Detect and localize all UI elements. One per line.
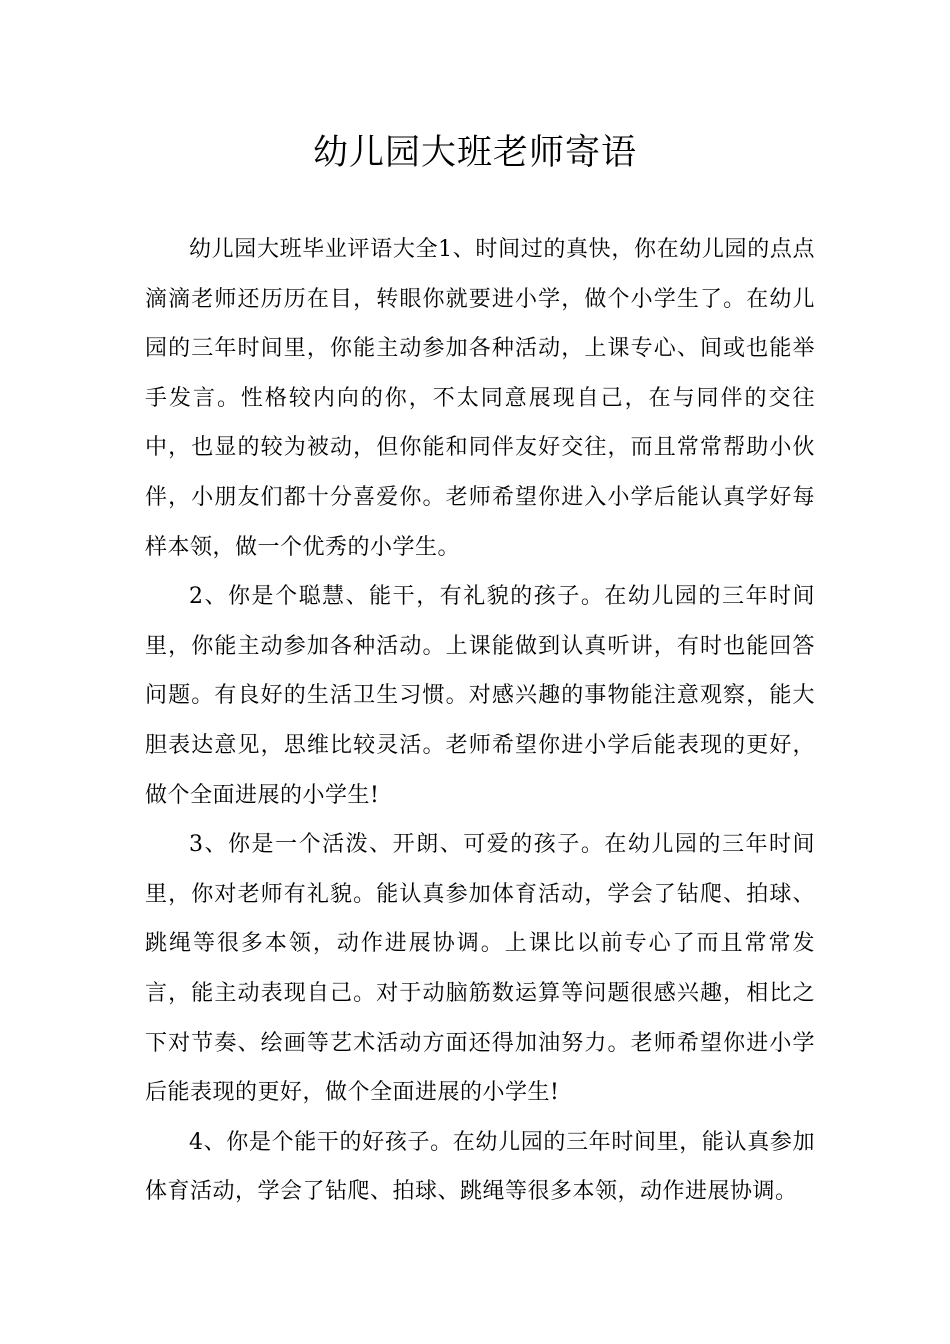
paragraph-2: 2、你是个聪慧、能干，有礼貌的孩子。在幼儿园的三年时间里，你能主动参加各种活动。上课能做到认真听讲，有时也能回答问题。有良好的生活卫生习惯。对感兴趣的事物能注意观察，能大胆表达意见，思维比较灵活。老师希望你进小学后能表现的更好，做个全面进展的小学生!	[145, 584, 815, 808]
document-body	[145, 225, 815, 1217]
document-title: 幼儿园大班老师寄语	[312, 133, 637, 173]
paragraph-1: 幼儿园大班毕业评语大全1、时间过的真快，你在幼儿园的点点滴滴老师还历历在目，转眼你就要进小学，做个小学生了。在幼儿园的三年时间里，你能主动参加各种活动，上课专心、间或也能举手发言。性格较内向的你，不太同意展现自己，在与同伴的交往中，也显的较为被动，但你能和同伴友好交往，而且常常帮助小伙伴，小朋友们都十分喜爱你。老师希望你进入小学后能认真学好每样本领，做一个优秀的小学生。	[145, 237, 815, 560]
paragraph-3: 3、你是一个活泼、开朗、可爱的孩子。在幼儿园的三年时间里，你对老师有礼貌。能认真参加体育活动，学会了钻爬、拍球、跳绳等很多本领，动作进展协调。上课比以前专心了而且常常发言，能主动表现自己。对于动脑筋数运算等问题很感兴趣，相比之下对节奏、绘画等艺术活动方面还得加油努力。老师希望你进小学后能表现的更好，做个全面进展的小学生!	[145, 832, 815, 1106]
paragraph-4: 4、你是个能干的好孩子。在幼儿园的三年时间里，能认真参加体育活动，学会了钻爬、拍球、跳绳等很多本领，动作进展协调。	[145, 1129, 815, 1205]
